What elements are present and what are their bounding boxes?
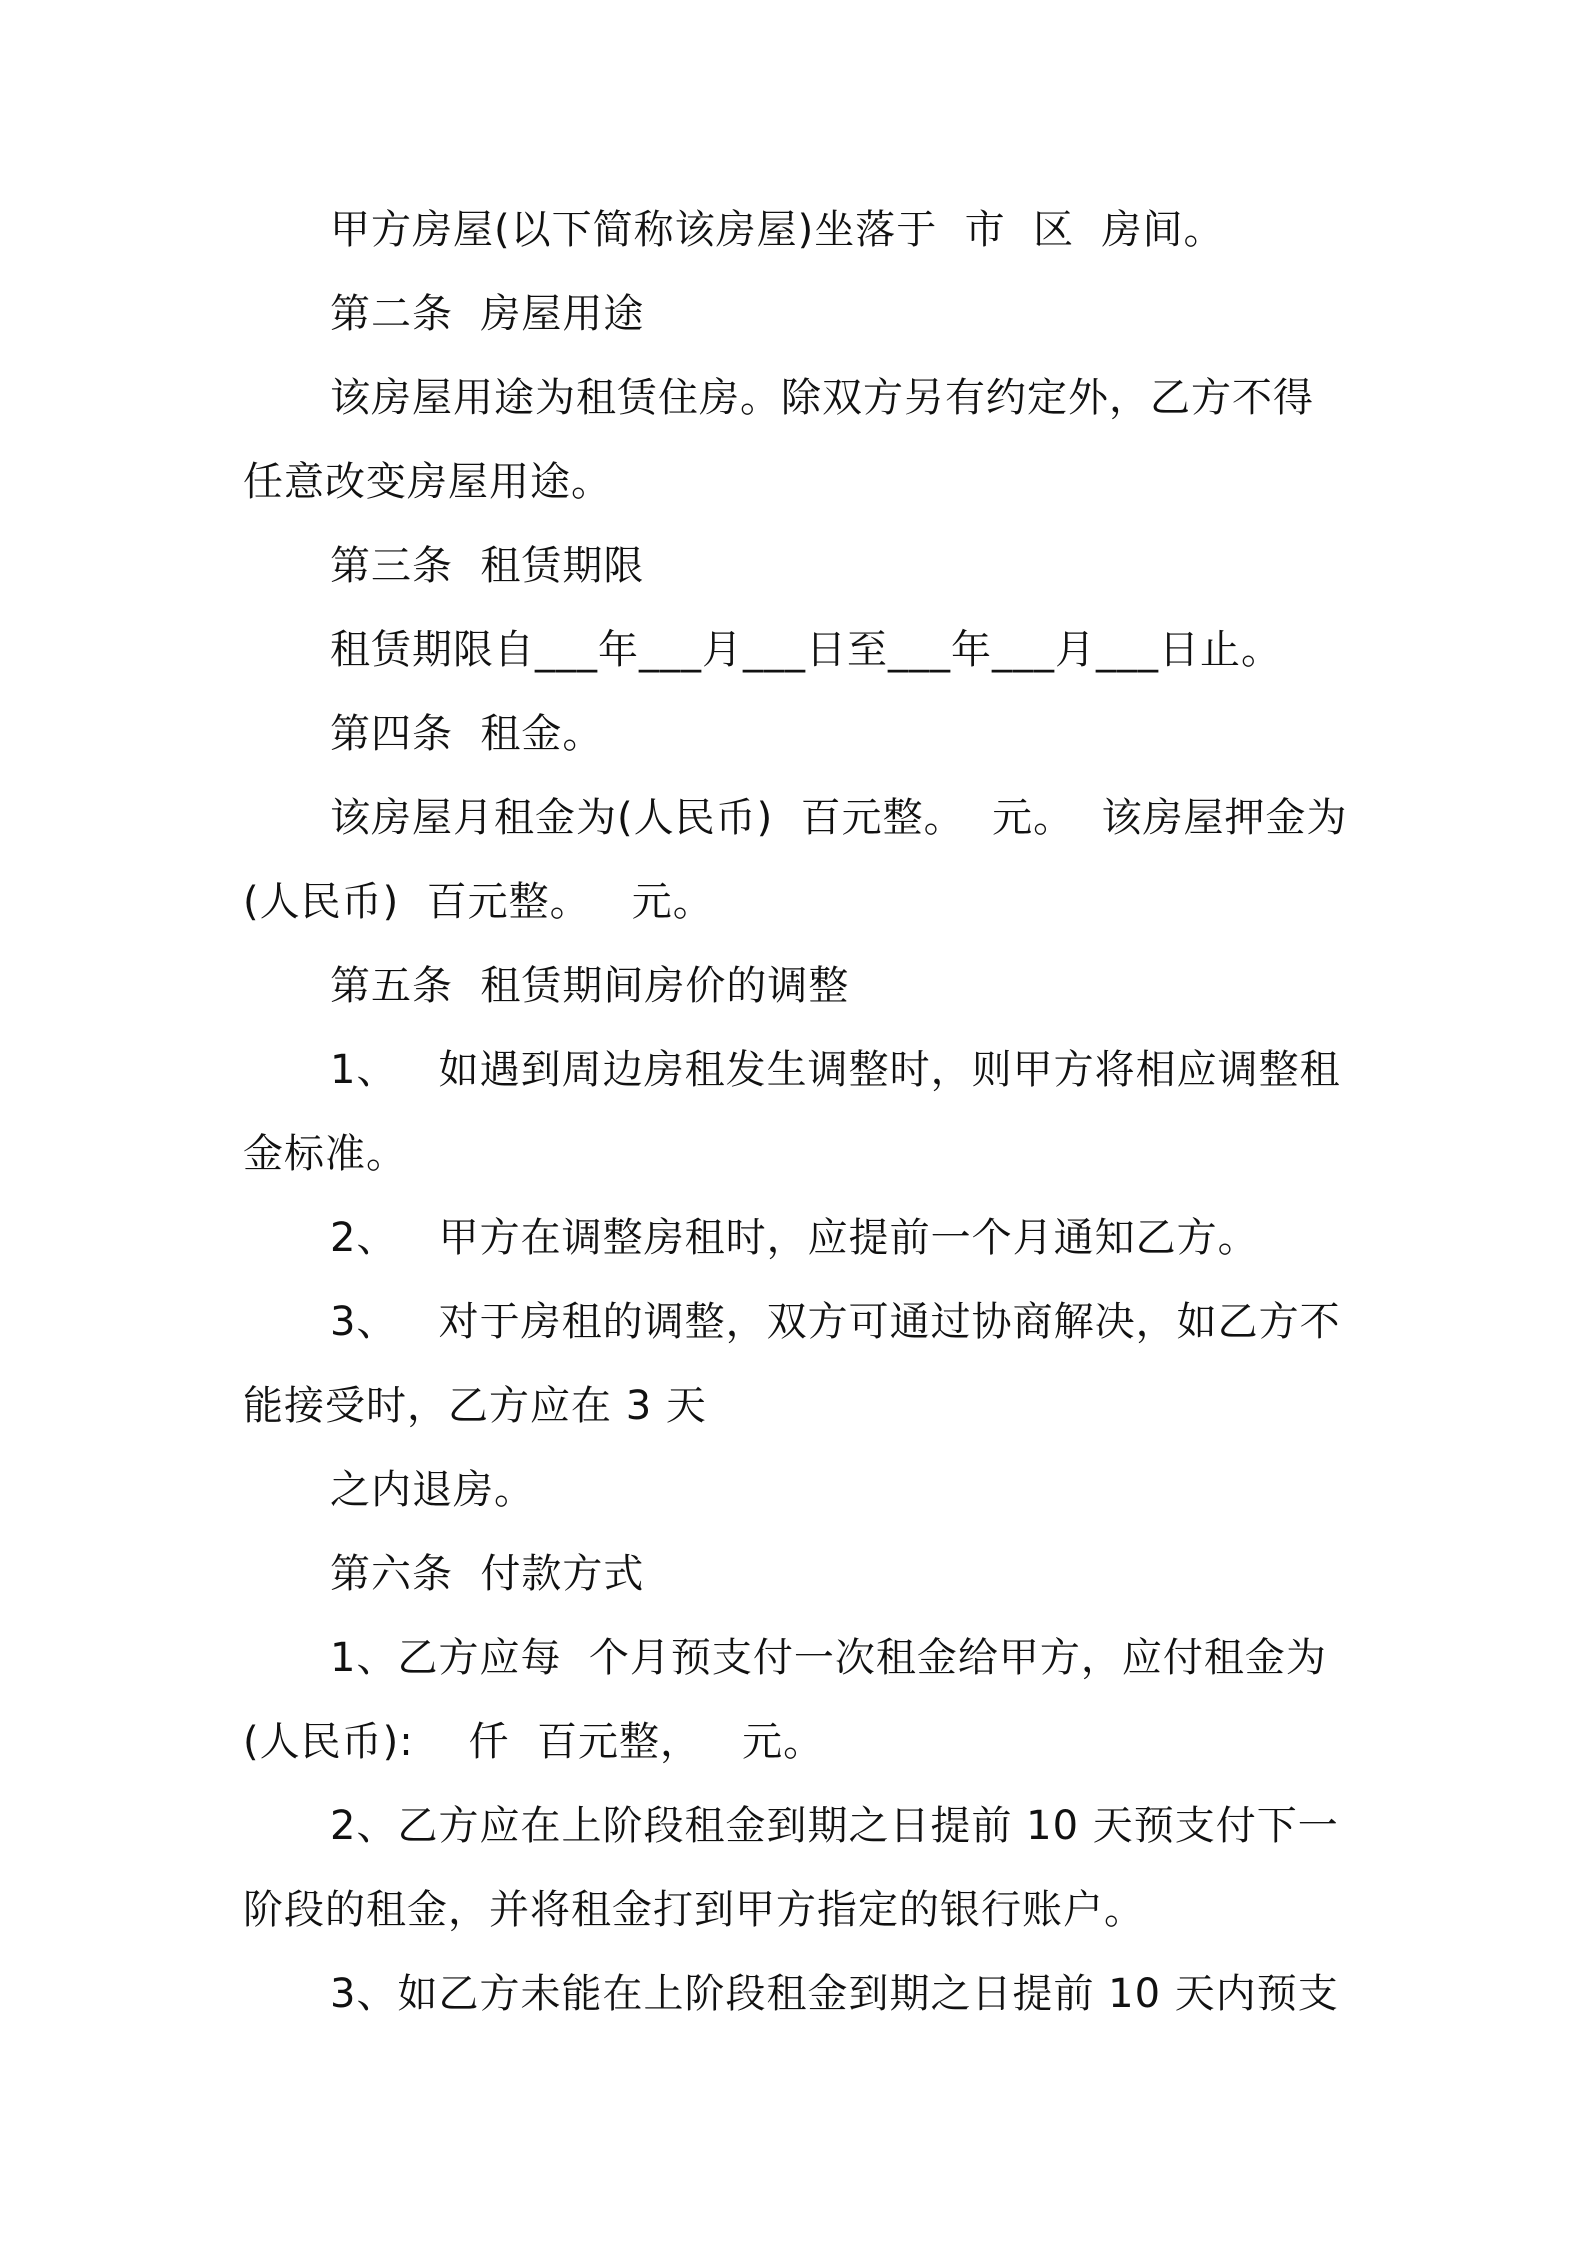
- clause-item-5-3-a: 3、 对于房租的调整，双方可通过协商解决，如乙方不: [330, 1299, 1341, 1345]
- clause-item-6-3-a: 3、如乙方未能在上阶段租金到期之日提前 10 天内预支: [330, 1971, 1339, 2017]
- clause-heading-4: 第四条 租金。: [330, 711, 604, 757]
- clause-item-5-2: 2、 甲方在调整房租时，应提前一个月通知乙方。: [330, 1215, 1259, 1261]
- clause-item-5-1-b: 金标准。: [243, 1131, 407, 1177]
- clause-text-rent-1: 该房屋月租金为(人民币) 百元整。 元。 该房屋押金为: [330, 795, 1348, 841]
- clause-heading-5: 第五条 租赁期间房价的调整: [330, 963, 850, 1009]
- clause-item-6-2-a: 2、乙方应在上阶段租金到期之日提前 10 天预支付下一: [330, 1803, 1339, 1849]
- clause-item-6-1-a: 1、乙方应每 个月预支付一次租金给甲方，应付租金为: [330, 1635, 1327, 1681]
- clause-heading-2: 第二条 房屋用途: [330, 291, 645, 337]
- clause-item-6-1-b: (人民币): 仟 百元整， 元。: [243, 1719, 825, 1765]
- clause-text-usage-1: 该房屋用途为租赁住房。除双方另有约定外，乙方不得: [330, 375, 1314, 421]
- clause-item-6-2-b: 阶段的租金，并将租金打到甲方指定的银行账户。: [243, 1887, 1145, 1933]
- clause-heading-3: 第三条 租赁期限: [330, 543, 645, 589]
- clause-text-house-location: 甲方房屋(以下简称该房屋)坐落于 市 区 房间。: [330, 207, 1225, 253]
- clause-text-rent-2: (人民币) 百元整。 元。: [243, 879, 714, 925]
- clause-heading-6: 第六条 付款方式: [330, 1551, 645, 1597]
- clause-item-5-3-b: 能接受时，乙方应在 3 天: [243, 1383, 707, 1429]
- clause-text-usage-2: 任意改变房屋用途。: [243, 459, 612, 505]
- clause-text-lease-term: 租赁期限自___年___月___日至___年___月___日止。: [330, 627, 1282, 673]
- clause-item-5-3-c: 之内退房。: [330, 1467, 535, 1513]
- clause-item-5-1-a: 1、 如遇到周边房租发生调整时，则甲方将相应调整租: [330, 1047, 1341, 1093]
